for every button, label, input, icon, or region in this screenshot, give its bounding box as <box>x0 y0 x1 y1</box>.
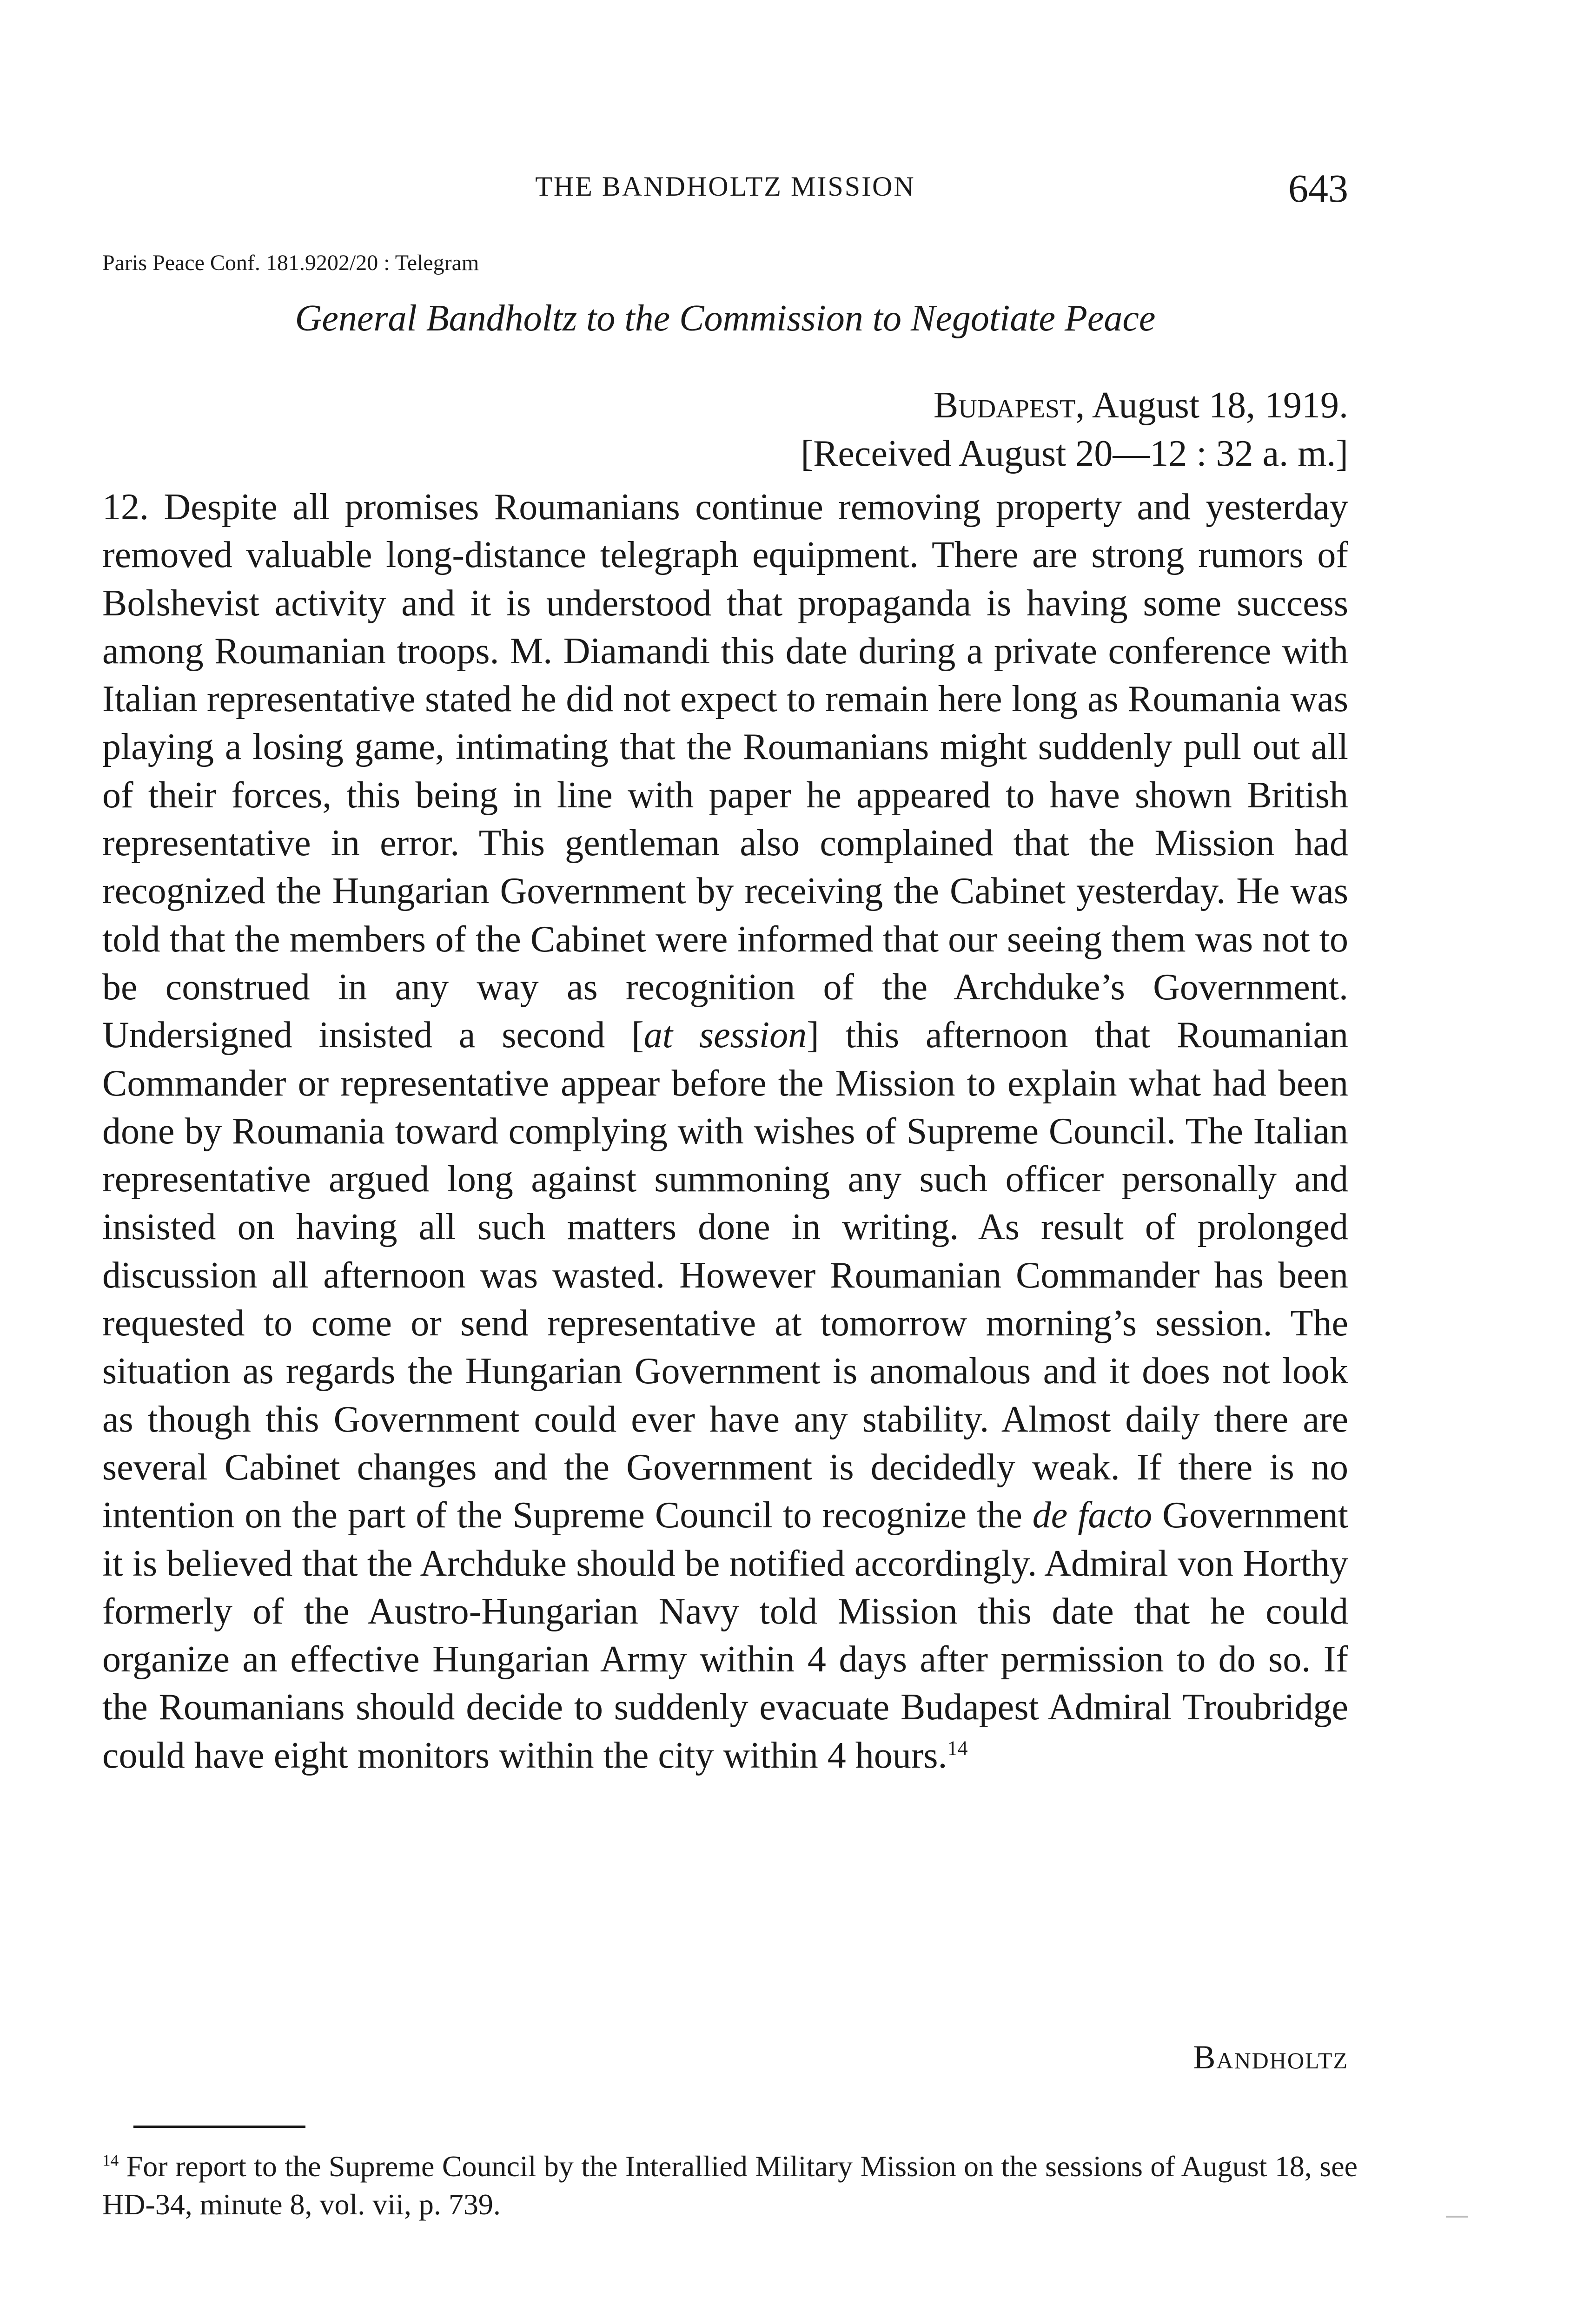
footnote-marker: 14 <box>102 2151 119 2170</box>
body-de-facto-italic: de facto <box>1032 1495 1153 1536</box>
footnote-reference: 14 <box>947 1736 968 1760</box>
running-head <box>102 165 1348 216</box>
document-heading: General Bandholtz to the Commission to Negotiate Peace <box>295 298 1156 339</box>
dateline-place-date <box>801 381 1348 429</box>
margin-mark <box>1446 2216 1468 2218</box>
body-paragraph <box>102 483 1348 1780</box>
body-insert-italic: at session <box>643 1015 807 1056</box>
dateline-place: Budapest <box>933 385 1076 426</box>
dateline-received: [Received August 20—12 : 32 a. m.] <box>801 433 1348 474</box>
dateline-date: , August 18, 1919. <box>1075 385 1348 426</box>
telegram-body <box>102 483 1348 1780</box>
footnote <box>102 2147 1358 2224</box>
source-line: Paris Peace Conf. 181.9202/20 : Telegram <box>102 251 479 275</box>
signature: Bandholtz <box>1193 2039 1348 2076</box>
footnote-rule <box>133 2126 305 2128</box>
body-part-1: 12. Despite all promises Roumanians continue removing property and yesterday removed valuable long-distance telegraph equipment. There are strong rumors of Bolshevist activity and it is understood that propaganda is having some success among Roumanian troops. M. Diamandi this date during a private conference with Italian representative stated he did not expect to remain here long as Roumania was playing a losing game, intimating that the Roumanians might suddenly pull out all of their forces, this being in line with paper he appeared to have shown British representative in error. This gentleman also complained that the Mission had recognized the Hungarian Government by receiving the Cabinet yesterday. He was told that the members of the Cabinet were informed that our seeing them was not to be construed in any way as recognition of the Archduke’s Government. Undersigned insisted a second [ <box>102 487 1348 1056</box>
body-part-2: ] this afternoon that Roumanian Commander or representative appear before the Mission to explain what had been done by Roumania toward complying with wishes of Supreme Council. The Italian representative argued long against summoning any such officer personally and insisted on having all such matters done in writing. As result of prolonged discussion all afternoon was wasted. However Roumanian Commander has been requested to come or send representative at tomorrow morning’s session. The situation as regards the Hungarian Government is anomalous and it does not look as though this Government could ever have any stability. Almost daily there are several Cabinet changes and the Government is decidedly weak. If there is no intention on the part of the Supreme Council to recognize the <box>102 1015 1349 1536</box>
dateline <box>801 381 1348 478</box>
page-number: 643 <box>1288 166 1348 211</box>
body-part-3: Government it is believed that the Archduke should be notified accordingly. Admiral von Horthy formerly of the Austro-Hungarian Navy told Mission this date that he could organize an effective Hungarian Army within 4 days after permission to do so. If the Roumanians should decide to suddenly evacuate Budapest Admiral Troubridge could have eight monitors within the city within 4 hours. <box>102 1495 1348 1776</box>
footnote-text: For report to the Supreme Council by the Interallied Military Mission on the sessions of August 18, see HD-34, minute 8, vol. vii, p. 739. <box>102 2150 1358 2221</box>
running-title: THE BANDHOLTZ MISSION <box>535 171 915 202</box>
